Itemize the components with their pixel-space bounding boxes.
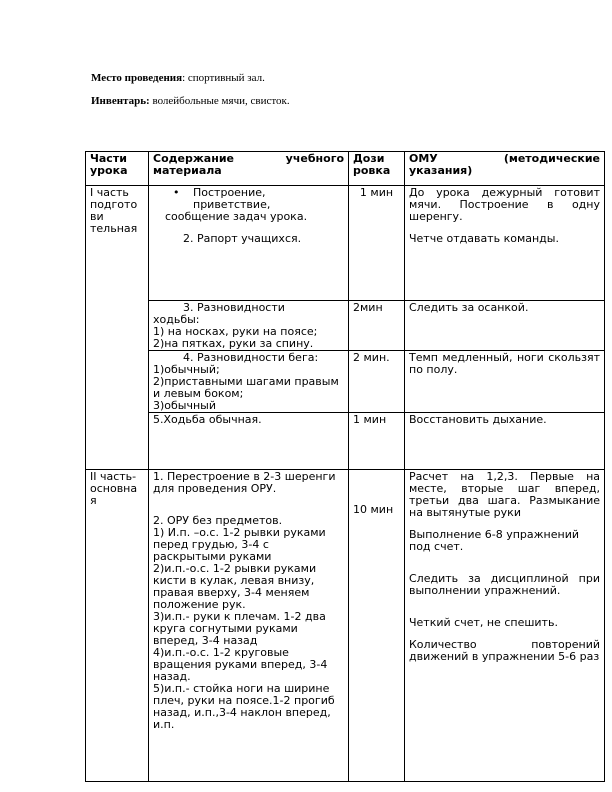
part2-label: II часть- основна я bbox=[86, 470, 149, 782]
header-omu: ОМУ (методические указания) bbox=[405, 152, 605, 186]
part1-row4-content: 5.Ходьба обычная. bbox=[149, 413, 349, 470]
part1-row3-omu: Темп медленный, ноги скользят по полу. bbox=[405, 351, 605, 413]
part1-row1-omu: До урока дежурный готовит мячи. Построение в одну шеренгу. Четче отдавать команды. bbox=[405, 186, 605, 301]
part2-omu: Расчет на 1,2,3. Первые на месте, вторые шаг вперед, третьи два шага. Размыкание на вытянутые руки Выполнение 6-8 упражнений под счет. Следить за дисциплиной при выполнении упражнений. Четкий счет, не спешить. Количество повторений движений в упражнении 5-6 раз bbox=[405, 470, 605, 782]
bullet-icon: • bbox=[173, 186, 180, 199]
lesson-plan-table bbox=[85, 151, 605, 782]
inventory-label: Инвентарь: bbox=[91, 95, 150, 107]
part1-row3-dose: 2 мин. bbox=[349, 351, 405, 413]
place-value: : спортивный зал. bbox=[182, 72, 265, 84]
table-row bbox=[86, 186, 605, 301]
inventory-value: волейбольные мячи, свисток. bbox=[149, 95, 290, 107]
header-dose: Дози ровка bbox=[349, 152, 405, 186]
part2-content: 1. Перестроение в 2-3 шеренги для проведения ОРУ. 2. ОРУ без предметов. 1) И.п. –о.с. 1-2 рывки руками перед грудью, 3-4 с раскрытыми руками 2)и.п.-о.с. 1-2 рывки руками кисти в кулак, левая внизу, правая вверху, 3-4 меняем положение рук. 3)и.п.- руки к плечам. 1-2 два круга согнутыми руками вперед, 3-4 назад 4)и.п.-о.с. 1-2 круговые вращения руками вперед, 3-4 назад. 5)и.п.- стойка ноги на ширине плеч, руки на поясе.1-2 прогиб назад, и.п.,3-4 наклон вперед, и.п. bbox=[149, 470, 349, 782]
part1-row1-content: • Построение, приветствие, сообщение задач урока. 2. Рапорт учащихся. bbox=[149, 186, 349, 301]
part1-row2-content: 3. Разновидности ходьбы: 1) на носках, руки на поясе; 2)на пятках, руки за спину. bbox=[149, 301, 349, 351]
part1-row4-omu: Восстановить дыхание. bbox=[405, 413, 605, 470]
table-row bbox=[86, 413, 605, 470]
part1-row4-dose: 1 мин bbox=[349, 413, 405, 470]
part2-dose: 10 мин bbox=[349, 470, 405, 782]
part1-row3-content: 4. Разновидности бега: 1)обычный; 2)приставными шагами правым и левым боком; 3)обычный bbox=[149, 351, 349, 413]
part1-label: I часть подгото ви тельная bbox=[86, 186, 149, 470]
table-row bbox=[86, 301, 605, 351]
table-row bbox=[86, 470, 605, 782]
part1-row2-dose: 2мин bbox=[349, 301, 405, 351]
header-content: Содержание учебного материала bbox=[149, 152, 349, 186]
header-parts: Части урока bbox=[86, 152, 149, 186]
place-label: Место проведения bbox=[91, 72, 183, 84]
table-row bbox=[86, 351, 605, 413]
table-header-row bbox=[86, 152, 605, 186]
place-line bbox=[91, 72, 265, 85]
inventory-line bbox=[91, 95, 290, 108]
part1-row2-omu: Следить за осанкой. bbox=[405, 301, 605, 351]
part1-row1-dose: 1 мин bbox=[349, 186, 405, 301]
